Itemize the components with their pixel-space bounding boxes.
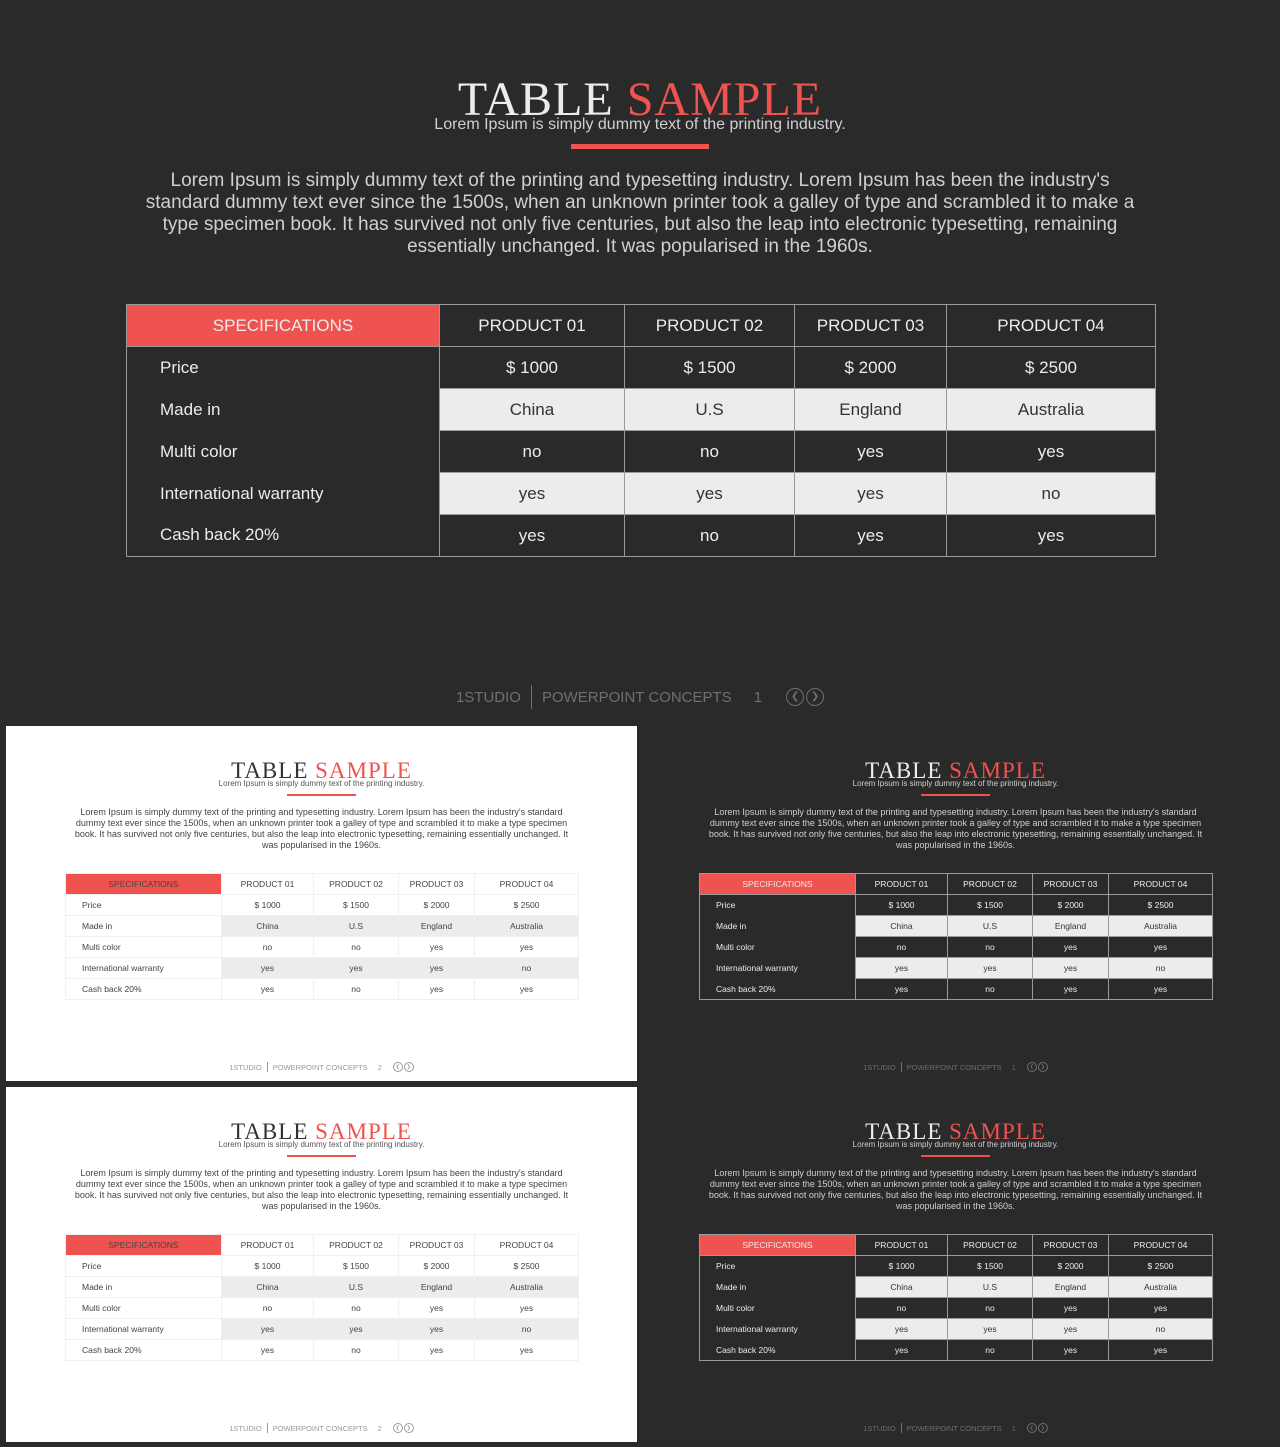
table-cell: yes xyxy=(1109,979,1213,1000)
footer-divider xyxy=(267,1423,268,1433)
slide-footer xyxy=(640,1062,1271,1072)
table-row xyxy=(700,937,1213,958)
table-cell: Australia xyxy=(475,916,579,937)
description-paragraph: Lorem Ipsum is simply dummy text of the printing and typesetting industry. Lorem Ipsum has been the industry's standard dummy text ever since the 1500s, when an unknown printer took a galley of type and scrambled it to make a type specimen book. It has survived not only five centuries, but also the leap into electronic typesetting, remaining essentially unchanged. It was popularised in the 1960s. xyxy=(708,1168,1203,1211)
table-cell: yes xyxy=(948,1319,1033,1340)
slide-subtitle: Lorem Ipsum is simply dummy text of the printing industry. xyxy=(434,116,846,133)
row-label: Cash back 20% xyxy=(66,1340,222,1361)
table-row xyxy=(66,1340,579,1361)
table-cell: yes xyxy=(222,958,314,979)
table-row xyxy=(127,515,1156,557)
table-cell: China xyxy=(440,389,625,431)
product-header: PRODUCT 02 xyxy=(948,874,1033,895)
table-cell: Australia xyxy=(1109,916,1213,937)
table-row xyxy=(66,1319,579,1340)
table-row xyxy=(127,473,1156,515)
table-cell: yes xyxy=(399,937,475,958)
table-cell: yes xyxy=(399,979,475,1000)
table-cell: yes xyxy=(222,1340,314,1361)
footer-brand: 1STUDIO xyxy=(229,1423,262,1433)
product-header: PRODUCT 02 xyxy=(314,874,399,895)
product-header: PRODUCT 01 xyxy=(222,874,314,895)
slide-title: TABLE SAMPLE xyxy=(865,1119,1046,1144)
table-row xyxy=(66,1277,579,1298)
footer-brand: 1STUDIO xyxy=(863,1062,896,1072)
product-header: PRODUCT 02 xyxy=(948,1235,1033,1256)
table-cell: yes xyxy=(222,1319,314,1340)
table-cell: yes xyxy=(475,1298,579,1319)
table-cell: yes xyxy=(222,979,314,1000)
table-cell: yes xyxy=(1033,937,1109,958)
table-header-row xyxy=(700,874,1213,895)
table-cell: $ 2000 xyxy=(399,895,475,916)
table-row xyxy=(66,1298,579,1319)
table-cell: yes xyxy=(795,473,947,515)
product-header: PRODUCT 03 xyxy=(399,874,475,895)
row-label: Multi color xyxy=(700,1298,856,1319)
table-cell: yes xyxy=(440,473,625,515)
table-cell: $ 2000 xyxy=(795,347,947,389)
table-cell: yes xyxy=(948,958,1033,979)
table-cell: U.S xyxy=(948,916,1033,937)
spec-table xyxy=(65,1234,579,1361)
row-label: Multi color xyxy=(127,431,440,473)
table-cell: England xyxy=(1033,1277,1109,1298)
table-cell: U.S xyxy=(314,1277,399,1298)
product-header: PRODUCT 04 xyxy=(1109,874,1213,895)
description-paragraph: Lorem Ipsum is simply dummy text of the printing and typesetting industry. Lorem Ipsum has been the industry's standard dummy text ever since the 1500s, when an unknown printer took a galley of type and scrambled it to make a type specimen book. It has survived not only five centuries, but also the leap into electronic typesetting, remaining essentially unchanged. It was popularised in the 1960s. xyxy=(708,807,1203,850)
table-header-row xyxy=(66,1235,579,1256)
table-cell: $ 2500 xyxy=(1109,1256,1213,1277)
table-cell: yes xyxy=(399,1340,475,1361)
table-cell: no xyxy=(314,1298,399,1319)
table-cell: England xyxy=(1033,916,1109,937)
table-cell: $ 2000 xyxy=(1033,1256,1109,1277)
table-cell: no xyxy=(856,1298,948,1319)
footer-concepts: POWERPOINT CONCEPTS xyxy=(906,1423,1002,1433)
product-header: PRODUCT 04 xyxy=(475,1235,579,1256)
row-label: Made in xyxy=(700,1277,856,1298)
row-label: International warranty xyxy=(700,1319,856,1340)
table-cell: no xyxy=(314,937,399,958)
product-header: PRODUCT 03 xyxy=(399,1235,475,1256)
accent-divider xyxy=(921,794,990,796)
table-row xyxy=(700,1340,1213,1361)
slide-subtitle: Lorem Ipsum is simply dummy text of the printing industry. xyxy=(218,779,425,788)
table-cell: $ 1000 xyxy=(856,1256,948,1277)
prev-arrow-icon[interactable]: ❮ xyxy=(1027,1062,1037,1072)
table-row xyxy=(700,1319,1213,1340)
table-cell: yes xyxy=(795,515,947,557)
table-cell: no xyxy=(314,979,399,1000)
table-cell: $ 1500 xyxy=(314,1256,399,1277)
table-cell: no xyxy=(625,431,795,473)
table-cell: yes xyxy=(314,958,399,979)
product-header: PRODUCT 03 xyxy=(795,305,947,347)
table-cell: $ 1000 xyxy=(222,1256,314,1277)
row-label: International warranty xyxy=(66,958,222,979)
table-header-row xyxy=(66,874,579,895)
spec-header: SPECIFICATIONS xyxy=(700,1235,856,1256)
table-cell: yes xyxy=(1033,958,1109,979)
footer-divider xyxy=(267,1062,268,1072)
product-header: PRODUCT 02 xyxy=(314,1235,399,1256)
table-cell: yes xyxy=(314,1319,399,1340)
prev-arrow-icon[interactable]: ❮ xyxy=(393,1062,403,1072)
table-cell: no xyxy=(440,431,625,473)
product-header: PRODUCT 04 xyxy=(1109,1235,1213,1256)
table-cell: Australia xyxy=(947,389,1156,431)
row-label: Price xyxy=(127,347,440,389)
slide-title: TABLE SAMPLE xyxy=(457,73,823,126)
slide-subtitle: Lorem Ipsum is simply dummy text of the printing industry. xyxy=(218,1140,425,1149)
table-cell: $ 1500 xyxy=(625,347,795,389)
table-cell: $ 2500 xyxy=(1109,895,1213,916)
table-row xyxy=(127,431,1156,473)
spec-table xyxy=(699,1234,1213,1361)
table-cell: $ 2000 xyxy=(399,1256,475,1277)
product-header: PRODUCT 04 xyxy=(475,874,579,895)
accent-divider xyxy=(287,794,356,796)
description-paragraph: Lorem Ipsum is simply dummy text of the printing and typesetting industry. Lorem Ipsum has been the industry's standard dummy text ever since the 1500s, when an unknown printer took a galley of type and scrambled it to make a type specimen book. It has survived not only five centuries, but also the leap into electronic typesetting, remaining essentially unchanged. It was popularised in the 1960s. xyxy=(145,170,1135,257)
table-cell: yes xyxy=(399,1319,475,1340)
table-row xyxy=(127,347,1156,389)
table-cell: yes xyxy=(1033,1298,1109,1319)
table-cell: yes xyxy=(856,1340,948,1361)
footer-concepts: POWERPOINT CONCEPTS xyxy=(272,1423,368,1433)
table-cell: yes xyxy=(856,958,948,979)
table-cell: yes xyxy=(856,979,948,1000)
footer-concepts: POWERPOINT CONCEPTS xyxy=(906,1062,1002,1072)
table-cell: yes xyxy=(1109,1298,1213,1319)
table-row xyxy=(66,979,579,1000)
footer-divider xyxy=(901,1423,902,1433)
table-cell: $ 1500 xyxy=(314,895,399,916)
table-cell: U.S xyxy=(948,1277,1033,1298)
table-cell: no xyxy=(948,937,1033,958)
table-cell: Australia xyxy=(475,1277,579,1298)
row-label: International warranty xyxy=(700,958,856,979)
row-label: International warranty xyxy=(66,1319,222,1340)
table-cell: yes xyxy=(399,958,475,979)
table-cell: China xyxy=(856,916,948,937)
row-label: Made in xyxy=(700,916,856,937)
table-cell: yes xyxy=(475,979,579,1000)
slide-title: TABLE SAMPLE xyxy=(865,758,1046,783)
next-arrow-icon[interactable]: ❯ xyxy=(404,1423,414,1433)
product-header: PRODUCT 01 xyxy=(222,1235,314,1256)
table-cell: England xyxy=(399,1277,475,1298)
table-cell: yes xyxy=(475,937,579,958)
row-label: Multi color xyxy=(66,1298,222,1319)
table-cell: no xyxy=(475,958,579,979)
product-header: PRODUCT 03 xyxy=(1033,874,1109,895)
row-label: Made in xyxy=(127,389,440,431)
table-cell: China xyxy=(856,1277,948,1298)
table-header-row xyxy=(700,1235,1213,1256)
page-number: 2 xyxy=(377,1062,382,1072)
table-cell: no xyxy=(314,1340,399,1361)
prev-arrow-icon[interactable]: ❮ xyxy=(1027,1423,1037,1433)
table-cell: no xyxy=(948,1298,1033,1319)
next-arrow-icon[interactable]: ❯ xyxy=(1038,1423,1048,1433)
slide-subtitle: Lorem Ipsum is simply dummy text of the printing industry. xyxy=(852,1140,1059,1149)
table-cell: $ 2500 xyxy=(947,347,1156,389)
table-cell: yes xyxy=(440,515,625,557)
row-label: Cash back 20% xyxy=(700,1340,856,1361)
table-cell: yes xyxy=(947,431,1156,473)
table-cell: no xyxy=(947,473,1156,515)
table-cell: no xyxy=(948,979,1033,1000)
table-row xyxy=(700,958,1213,979)
table-header-row xyxy=(127,305,1156,347)
table-cell: yes xyxy=(1033,1319,1109,1340)
slide-footer xyxy=(0,685,1280,709)
table-cell: $ 1500 xyxy=(948,1256,1033,1277)
spec-header: SPECIFICATIONS xyxy=(66,1235,222,1256)
table-cell: yes xyxy=(1033,979,1109,1000)
table-cell: England xyxy=(399,916,475,937)
table-row xyxy=(700,979,1213,1000)
table-cell: no xyxy=(1109,1319,1213,1340)
table-cell: yes xyxy=(1033,1340,1109,1361)
prev-arrow-icon[interactable]: ❮ xyxy=(786,688,804,706)
product-header: PRODUCT 03 xyxy=(1033,1235,1109,1256)
spec-header: SPECIFICATIONS xyxy=(66,874,222,895)
table-row xyxy=(700,1256,1213,1277)
table-row xyxy=(700,895,1213,916)
table-cell: U.S xyxy=(625,389,795,431)
table-cell: yes xyxy=(1109,937,1213,958)
slide-footer xyxy=(6,1423,637,1433)
table-cell: no xyxy=(222,1298,314,1319)
table-cell: yes xyxy=(625,473,795,515)
product-header: PRODUCT 01 xyxy=(856,1235,948,1256)
slide-5-dark[interactable] xyxy=(640,1087,1271,1442)
table-cell: $ 1000 xyxy=(856,895,948,916)
row-label: Price xyxy=(66,895,222,916)
slide-1-dark[interactable] xyxy=(0,0,1280,722)
table-cell: $ 2500 xyxy=(475,1256,579,1277)
footer-concepts: POWERPOINT CONCEPTS xyxy=(541,688,732,706)
description-paragraph: Lorem Ipsum is simply dummy text of the printing and typesetting industry. Lorem Ipsum has been the industry's standard dummy text ever since the 1500s, when an unknown printer took a galley of type and scrambled it to make a type specimen book. It has survived not only five centuries, but also the leap into electronic typesetting, remaining essentially unchanged. It was popularised in the 1960s. xyxy=(74,807,569,850)
table-cell: U.S xyxy=(314,916,399,937)
product-header: PRODUCT 01 xyxy=(856,874,948,895)
footer-divider xyxy=(901,1062,902,1072)
spec-table xyxy=(699,873,1213,1000)
table-cell: $ 1000 xyxy=(222,895,314,916)
page-number: 1 xyxy=(753,688,763,706)
table-cell: no xyxy=(1109,958,1213,979)
row-label: Made in xyxy=(66,916,222,937)
table-cell: $ 1000 xyxy=(440,347,625,389)
slide-title: TABLE SAMPLE xyxy=(231,1119,412,1144)
table-cell: Australia xyxy=(1109,1277,1213,1298)
next-arrow-icon[interactable]: ❯ xyxy=(404,1062,414,1072)
footer-concepts: POWERPOINT CONCEPTS xyxy=(272,1062,368,1072)
row-label: Price xyxy=(66,1256,222,1277)
table-row xyxy=(700,916,1213,937)
table-cell: China xyxy=(222,916,314,937)
table-cell: no xyxy=(222,937,314,958)
footer-brand: 1STUDIO xyxy=(863,1423,896,1433)
table-cell: China xyxy=(222,1277,314,1298)
slide-subtitle: Lorem Ipsum is simply dummy text of the printing industry. xyxy=(852,779,1059,788)
table-row xyxy=(700,1277,1213,1298)
spec-header: SPECIFICATIONS xyxy=(127,305,440,347)
slide-3-dark[interactable] xyxy=(640,726,1271,1081)
row-label: Multi color xyxy=(66,937,222,958)
table-cell: yes xyxy=(475,1340,579,1361)
row-label: Made in xyxy=(66,1277,222,1298)
accent-divider xyxy=(287,1155,356,1157)
table-cell: England xyxy=(795,389,947,431)
table-row xyxy=(66,916,579,937)
row-label: Cash back 20% xyxy=(127,515,440,557)
table-cell: no xyxy=(856,937,948,958)
table-cell: no xyxy=(475,1319,579,1340)
page-number: 2 xyxy=(377,1423,382,1433)
accent-divider xyxy=(921,1155,990,1157)
product-header: PRODUCT 04 xyxy=(947,305,1156,347)
table-cell: $ 1500 xyxy=(948,895,1033,916)
footer-brand: 1STUDIO xyxy=(229,1062,262,1072)
table-row xyxy=(66,1256,579,1277)
table-cell: yes xyxy=(1109,1340,1213,1361)
spec-table xyxy=(65,873,579,1000)
table-row xyxy=(127,389,1156,431)
product-header: PRODUCT 01 xyxy=(440,305,625,347)
next-arrow-icon[interactable]: ❯ xyxy=(806,688,824,706)
row-label: Price xyxy=(700,1256,856,1277)
table-cell: $ 2500 xyxy=(475,895,579,916)
table-cell: yes xyxy=(399,1298,475,1319)
table-cell: $ 2000 xyxy=(1033,895,1109,916)
table-cell: no xyxy=(625,515,795,557)
slide-2-light[interactable] xyxy=(6,726,637,1081)
table-row xyxy=(700,1298,1213,1319)
row-label: Cash back 20% xyxy=(66,979,222,1000)
row-label: Price xyxy=(700,895,856,916)
footer-brand: 1STUDIO xyxy=(455,688,521,706)
table-cell: yes xyxy=(856,1319,948,1340)
slide-title: TABLE SAMPLE xyxy=(231,758,412,783)
row-label: Multi color xyxy=(700,937,856,958)
accent-divider xyxy=(571,144,709,149)
table-cell: yes xyxy=(795,431,947,473)
slide-footer xyxy=(640,1423,1271,1433)
page-number: 1 xyxy=(1011,1062,1016,1072)
slide-4-light[interactable] xyxy=(6,1087,637,1442)
spec-table xyxy=(126,304,1156,557)
row-label: International warranty xyxy=(127,473,440,515)
row-label: Cash back 20% xyxy=(700,979,856,1000)
spec-header: SPECIFICATIONS xyxy=(700,874,856,895)
page-number: 1 xyxy=(1011,1423,1016,1433)
footer-divider xyxy=(531,685,532,709)
product-header: PRODUCT 02 xyxy=(625,305,795,347)
prev-arrow-icon[interactable]: ❮ xyxy=(393,1423,403,1433)
table-row xyxy=(66,958,579,979)
table-cell: no xyxy=(948,1340,1033,1361)
description-paragraph: Lorem Ipsum is simply dummy text of the printing and typesetting industry. Lorem Ipsum has been the industry's standard dummy text ever since the 1500s, when an unknown printer took a galley of type and scrambled it to make a type specimen book. It has survived not only five centuries, but also the leap into electronic typesetting, remaining essentially unchanged. It was popularised in the 1960s. xyxy=(74,1168,569,1211)
table-cell: yes xyxy=(947,515,1156,557)
table-row xyxy=(66,937,579,958)
next-arrow-icon[interactable]: ❯ xyxy=(1038,1062,1048,1072)
slide-footer xyxy=(6,1062,637,1072)
table-row xyxy=(66,895,579,916)
